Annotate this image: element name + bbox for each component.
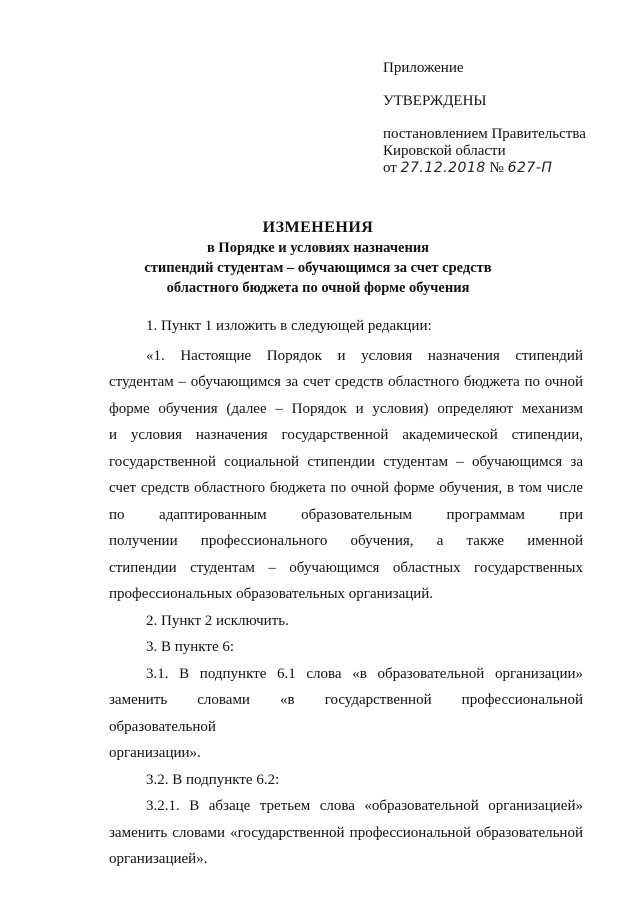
paragraph-5-line: организации». bbox=[109, 745, 201, 761]
date-prefix: от bbox=[383, 160, 397, 176]
document-title bbox=[108, 218, 528, 298]
paragraph-2-line: и условия назначения государственной академической стипендии, bbox=[109, 427, 583, 443]
title-line-2: стипендий студентам – обучающимся за счет средств bbox=[144, 260, 492, 276]
paragraph-3: 2. Пункт 2 исключить. bbox=[146, 612, 289, 629]
paragraph-2-line: профессиональных образовательных организаций. bbox=[109, 586, 434, 602]
paragraph-2-line: стипендии студентам – обучающимся областных государственных bbox=[109, 559, 583, 576]
paragraph-2 bbox=[109, 343, 583, 608]
paragraph-1: 1. Пункт 1 изложить в следующей редакции: bbox=[146, 318, 432, 334]
paragraph-5-line: 3.1. В подпункте 6.1 слова «в образовательной организации» bbox=[146, 665, 583, 682]
paragraph-7-line: организацией». bbox=[109, 851, 208, 867]
title-line-3: областного бюджета по очной форме обучения bbox=[166, 280, 470, 296]
paragraph-2-line: государственной социальной стипендии студентам – обучающимся за bbox=[109, 453, 583, 470]
number-sign: № bbox=[489, 160, 504, 176]
paragraph-2-line: студентам – обучающимся за счет средств областного бюджета по очной bbox=[109, 374, 583, 390]
paragraph-2-line: «1. Настоящие Порядок и условия назначения стипендий bbox=[146, 347, 583, 364]
handwritten-date: 27.12.2018 bbox=[400, 160, 486, 176]
approved-label: УТВЕРЖДЕНЫ bbox=[383, 93, 487, 109]
paragraph-5 bbox=[109, 661, 583, 767]
paragraph-5-line: заменить словами «в государственной профессиональной образовательной bbox=[109, 692, 583, 735]
appendix-label: Приложение bbox=[383, 60, 464, 76]
resolution-line-1: постановлением Правительства bbox=[383, 126, 586, 142]
paragraph-2-line: счет средств областного бюджета по очной форме обучения, в том числе bbox=[109, 480, 583, 496]
approval-block bbox=[383, 60, 623, 177]
paragraph-6: 3.2. В подпункте 6.2: bbox=[146, 771, 280, 788]
handwritten-number: 627-П bbox=[507, 160, 553, 176]
paragraph-2-line: получении профессионального обучения, а также именной bbox=[109, 533, 583, 549]
paragraph-7-line: 3.2.1. В абзаце третьем слова «образовательной организацией» bbox=[146, 798, 583, 814]
title-line-1: в Порядке и условиях назначения bbox=[206, 240, 430, 256]
document-body bbox=[109, 313, 583, 873]
paragraph-2-line: форме обучения (далее – Порядок и условия) определяют механизм bbox=[109, 400, 583, 417]
title-main: ИЗМЕНЕНИЯ bbox=[262, 219, 374, 236]
paragraph-4: 3. В пункте 6: bbox=[146, 639, 235, 655]
paragraph-2-line: по адаптированным образовательным программам при bbox=[109, 506, 583, 523]
resolution-date-line bbox=[383, 160, 623, 177]
paragraph-7 bbox=[109, 793, 583, 873]
paragraph-7-line: заменить словами «государственной профессиональной образовательной bbox=[109, 824, 583, 841]
resolution-line-2: Кировской области bbox=[383, 143, 506, 159]
